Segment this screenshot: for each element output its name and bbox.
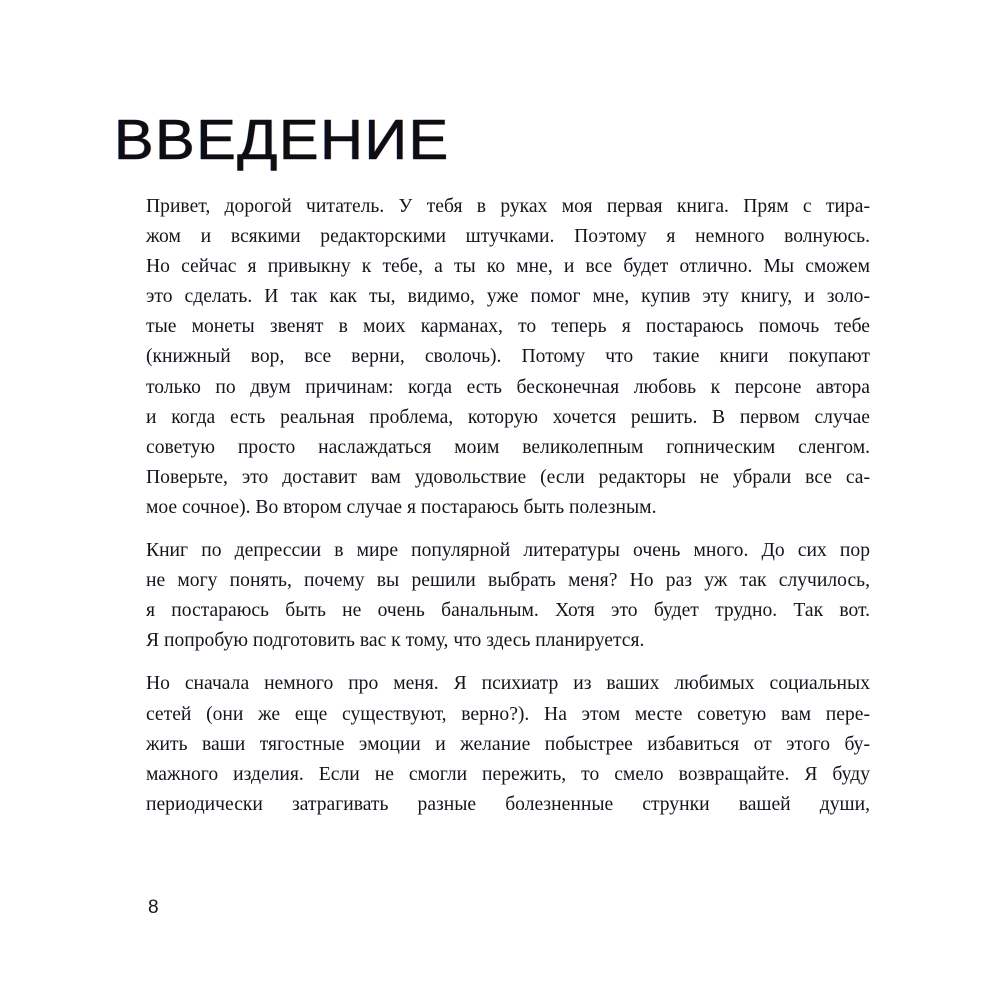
- text-line: Поверьте, это доставит вам удовольствие (если редакторы не убрали все са-: [146, 466, 870, 488]
- text-line: это сделать. И так как ты, видимо, уже помог мне, купив эту книгу, и золо-: [146, 286, 870, 308]
- text-line: жом и всякими редакторскими штучками. Поэтому я немного волнуюсь.: [146, 226, 870, 248]
- text-line: Книг по депрессии в мире популярной литературы очень много. До сих пор: [146, 540, 870, 562]
- text-line: жить ваши тягостные эмоции и желание побыстрее избавиться от этого бу-: [146, 733, 870, 755]
- text-line: Я попробую подготовить вас к тому, что здесь планируется.: [146, 630, 645, 652]
- text-line: мажного изделия. Если не смогли пережить, то смело возвращайте. Я буду: [146, 763, 870, 785]
- text-line: не могу понять, почему вы решили выбрать меня? Но раз уж так случилось,: [146, 570, 870, 592]
- text-line: тые монеты звенят в моих карманах, то теперь я постараюсь помочь тебе: [146, 316, 870, 338]
- text-line: Но сначала немного про меня. Я психиатр из ваших любимых социальных: [146, 673, 870, 695]
- text-line: и когда есть реальная проблема, которую хочется решить. В первом случае: [146, 406, 870, 428]
- text-line: Привет, дорогой читатель. У тебя в руках моя первая книга. Прям с тира-: [146, 196, 870, 217]
- text-line: только по двум причинам: когда есть бесконечная любовь к персоне автора: [146, 376, 870, 398]
- text-line: сетей (они же еще существуют, верно?). На этом месте советую вам пере-: [146, 703, 870, 725]
- text-line: периодически затрагивать разные болезненные струнки вашей души,: [146, 793, 870, 815]
- chapter-title: ВВЕДЕНИЕ: [114, 108, 450, 173]
- page-number: 8: [148, 897, 159, 918]
- text-line: советую просто наслаждаться моим великолепным гопническим сленгом.: [146, 436, 870, 458]
- text-line: Но сейчас я привыкну к тебе, а ты ко мне, и все будет отлично. Мы сможем: [146, 256, 870, 278]
- text-line: мое сочное). Во втором случае я постараюсь быть полезным.: [146, 496, 657, 518]
- text-line: (книжный вор, все верни, сволочь). Потому что такие книги покупают: [146, 346, 870, 368]
- paragraph-1: [146, 192, 870, 523]
- text-line: я постараюсь быть не очень банальным. Хотя это будет трудно. Так вот.: [146, 600, 870, 622]
- paragraph-2: [146, 536, 870, 656]
- body-text-block: [146, 192, 870, 820]
- paragraph-3: [146, 669, 870, 819]
